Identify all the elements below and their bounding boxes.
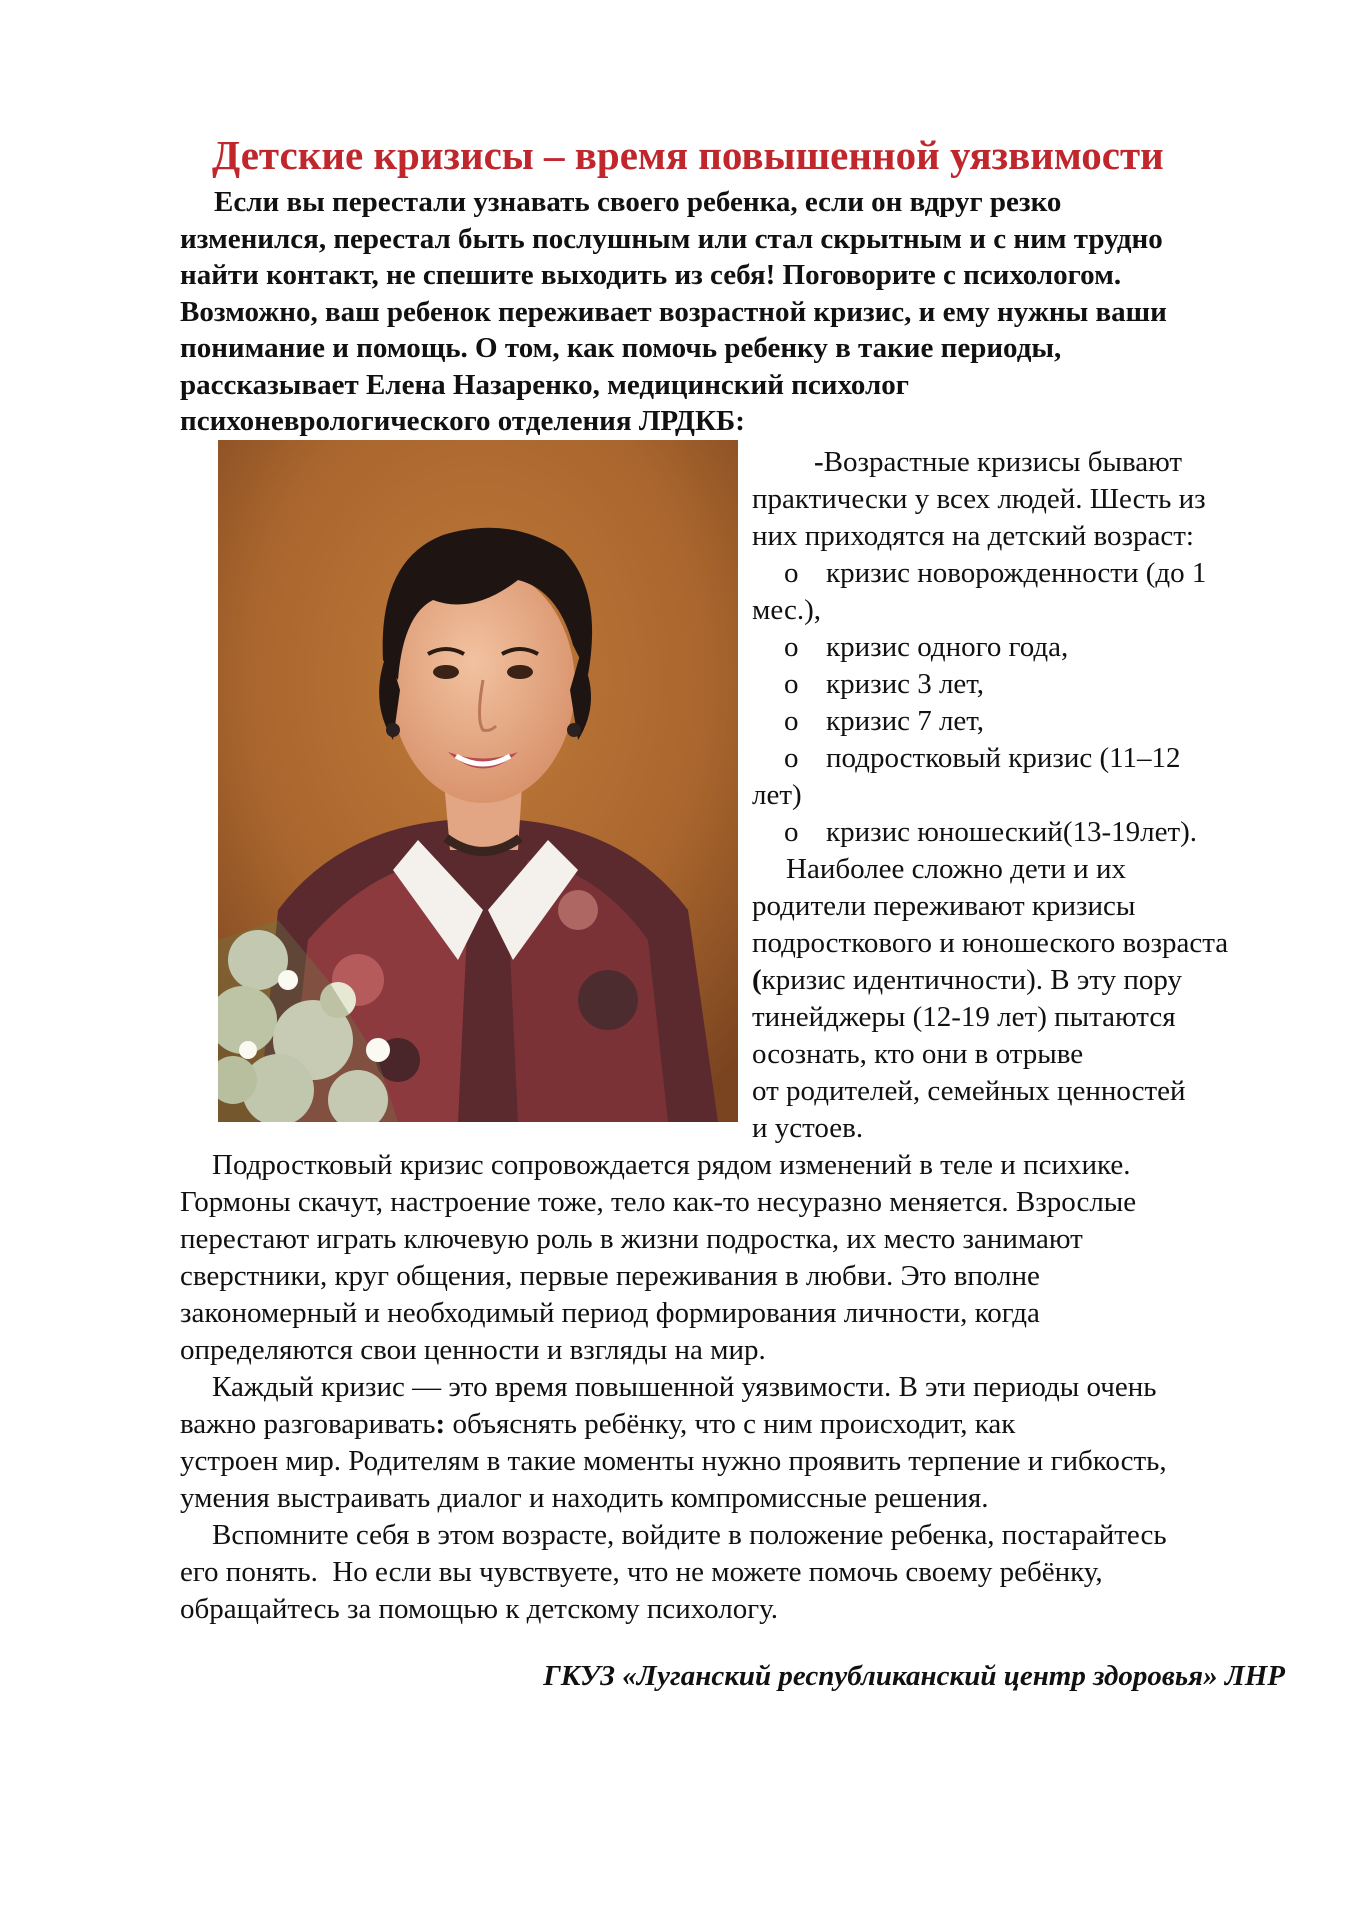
crisis-list-column xyxy=(752,444,1312,1147)
intro-line: рассказывает Елена Назаренко, медицинский психолог xyxy=(180,368,909,401)
intro-line: психоневрологического отделения ЛРДКБ: xyxy=(180,405,745,437)
list-item-text: кризис новорожденности (до 1 xyxy=(826,557,1207,589)
psychologist-photo xyxy=(218,440,738,1122)
list-item-text: кризис 3 лет, xyxy=(826,668,985,700)
bullet-icon: o xyxy=(784,631,799,663)
organization-signature: ГКУЗ «Луганский республиканский центр здоровья» ЛНР xyxy=(543,1660,1285,1692)
body-text-segment: объяснять ребёнку, что с ним происходит, как xyxy=(445,1408,1016,1440)
list-item xyxy=(752,629,1312,666)
bullet-icon: o xyxy=(784,705,799,737)
body-line: определяются свои ценности и взгляды на мир. xyxy=(180,1334,766,1366)
article-body xyxy=(180,1147,1310,1628)
column-paragraph-line: осознать, кто они в отрыве xyxy=(752,1038,1084,1070)
column-lead-line: них приходятся на детский возраст: xyxy=(752,520,1194,552)
body-line: устроен мир. Родителям в такие моменты нужно проявить терпение и гибкость, xyxy=(180,1445,1167,1477)
column-paragraph-line: Наиболее сложно дети и их xyxy=(786,853,1126,885)
body-line: его понять. Но если вы чувствуете, что не можете помочь своему ребёнку, xyxy=(180,1556,1103,1588)
column-paragraph-line: и устоев. xyxy=(752,1112,864,1144)
list-item-text: кризис 7 лет, xyxy=(826,705,985,737)
intro-line: изменился, перестал быть послушным или стал скрытным и с ним трудно xyxy=(180,222,1163,255)
body-line: сверстники, круг общения, первые переживания в любви. Это вполне xyxy=(180,1260,1040,1292)
list-item-text: кризис одного года, xyxy=(826,631,1069,663)
bullet-icon: o xyxy=(784,668,799,700)
list-item xyxy=(752,740,1312,777)
body-line: Гормоны скачут, настроение тоже, тело как-то несуразно меняется. Взрослые xyxy=(180,1186,1137,1218)
bullet-icon: o xyxy=(784,816,799,848)
paren-text: кризис идентичности). В эту пору xyxy=(761,964,1183,996)
list-item xyxy=(752,666,1312,703)
body-colon: : xyxy=(435,1408,446,1440)
bullet-icon: o xyxy=(784,742,799,774)
list-item xyxy=(752,555,1312,592)
body-line: обращайтесь за помощью к детскому психологу. xyxy=(180,1593,778,1625)
column-paragraph-line: тинейджеры (12-19 лет) пытаются xyxy=(752,1001,1176,1033)
intro-line: понимание и помощь. О том, как помочь ребенку в такие периоды, xyxy=(180,332,1062,364)
body-line: Каждый кризис — это время повышенной уязвимости. В эти периоды очень xyxy=(212,1371,1157,1403)
intro-line: Возможно, ваш ребенок переживает возрастной кризис, и ему нужны ваши xyxy=(180,295,1167,328)
column-lead-line xyxy=(752,444,1312,481)
body-line: перестают играть ключевую роль в жизни подростка, их место занимают xyxy=(180,1223,1083,1255)
list-item-text: кризис юношеский(13-19лет). xyxy=(826,816,1198,848)
column-paragraph-line: родители переживают кризисы xyxy=(752,890,1136,922)
list-item-continuation: мес.), xyxy=(752,594,821,626)
body-line: Вспомните себя в этом возрасте, войдите в положение ребенка, постарайтесь xyxy=(212,1519,1167,1551)
column-paragraph-line: подросткового и юношеского возраста xyxy=(752,927,1229,959)
body-line xyxy=(180,1406,1310,1443)
paren-open: ( xyxy=(752,964,762,996)
list-item-continuation: лет) xyxy=(752,779,802,811)
list-item-text: подростковый кризис (11–12 xyxy=(826,742,1181,774)
column-paragraph-line: от родителей, семейных ценностей xyxy=(752,1075,1186,1107)
body-line: Подростковый кризис сопровождается рядом изменений в теле и психике. xyxy=(212,1149,1131,1181)
intro-line: Если вы перестали узнавать своего ребенка, если он вдруг резко xyxy=(214,186,1062,218)
page-title: Детские кризисы – время повышенной уязвимости xyxy=(212,132,1164,178)
list-item xyxy=(752,703,1312,740)
body-text-segment: важно разговаривать xyxy=(180,1408,436,1440)
body-line: умения выстраивать диалог и находить компромиссные решения. xyxy=(180,1482,989,1514)
intro-line: найти контакт, не спешите выходить из себя! Поговорите с психологом. xyxy=(180,259,1122,291)
lead-text: Возрастные кризисы бывают xyxy=(823,446,1183,478)
intro-paragraph xyxy=(180,184,1290,440)
column-paragraph-line xyxy=(752,962,1312,999)
column-lead-line: практически у всех людей. Шесть из xyxy=(752,483,1206,515)
bullet-icon: o xyxy=(784,557,799,589)
lead-dash: - xyxy=(814,446,824,478)
body-line: закономерный и необходимый период формирования личности, когда xyxy=(180,1297,1040,1329)
list-item xyxy=(752,814,1312,851)
